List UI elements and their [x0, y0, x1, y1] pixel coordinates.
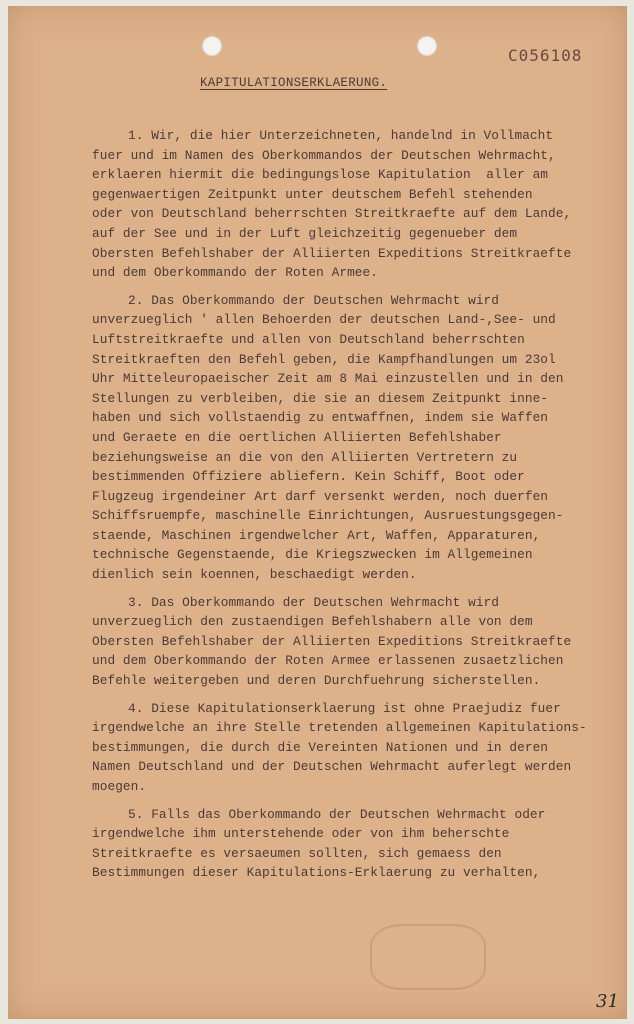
document-body — [92, 126, 604, 891]
punch-hole-left — [202, 36, 222, 56]
text-line: bestimmenden Offiziere abliefern. Kein Schiff, Boot oder — [92, 469, 525, 485]
paragraph-5 — [92, 805, 604, 883]
text-line: Streitkraeften den Befehl geben, die Kampfhandlungen um 23ol — [92, 351, 556, 367]
paragraph-1 — [92, 126, 604, 283]
text-line: staende, Maschinen irgendwelcher Art, Waffen, Apparaturen, — [92, 527, 541, 543]
text-line: Luftstreitkraefte und allen von Deutschland beherrschten — [92, 331, 525, 347]
faded-archive-stamp — [370, 924, 486, 990]
text-line: dienlich sein koennen, beschaedigt werden. — [92, 567, 417, 583]
text-line: unverzueglich ' allen Behoerden der deutschen Land-,See- und — [92, 312, 556, 328]
text-line: und Geraete en die oertlichen Alliierten Befehlshaber — [92, 429, 502, 445]
text-line: Streitkraefte es versaeumen sollten, sich gemaess den — [92, 845, 502, 861]
text-line: moegen. — [92, 779, 147, 794]
document-page — [8, 6, 627, 1019]
text-line: auf der See und in der Luft gleichzeitig gegenueber dem — [92, 225, 518, 241]
paragraph-2 — [92, 291, 604, 585]
text-line: Bestimmungen dieser Kapitulations-Erklaerung zu verhalten, — [92, 865, 541, 881]
text-line: irgendwelche an ihre Stelle tretenden allgemeinen Kapitulations- — [92, 720, 587, 736]
text-line: technische Gegenstaende, die Kriegszwecken im Allgemeinen — [92, 547, 533, 563]
text-line: Flugzeug irgendeiner Art darf versenkt werden, noch duerfen — [92, 488, 549, 504]
text-line: Schiffsruempfe, maschinelle Einrichtungen, Ausruestungsgegen- — [92, 508, 564, 524]
text-line: haben und sich vollstaendig zu entwaffnen, indem sie Waffen — [92, 410, 549, 426]
text-line: beziehungsweise an die von den Alliierten Vertretern zu — [92, 449, 518, 465]
text-line: Befehle weitergeben und deren Durchfuehrung sicherstellen. — [92, 673, 541, 689]
text-line: 3. Das Oberkommando der Deutschen Wehrmacht wird — [128, 594, 500, 610]
paragraph-4 — [92, 699, 604, 797]
text-line: und dem Oberkommando der Roten Armee. — [92, 265, 378, 281]
punch-hole-right — [417, 36, 437, 56]
page-number: 31 — [596, 991, 619, 1012]
text-line: irgendwelche ihm unterstehende oder von ihm beherschte — [92, 826, 510, 842]
text-line: Namen Deutschland und der Deutschen Wehrmacht auferlegt werden — [92, 759, 572, 775]
text-line: und dem Oberkommando der Roten Armee erlassenen zusaetzlichen — [92, 653, 564, 669]
text-line: 1. Wir, die hier Unterzeichneten, handelnd in Vollmacht — [128, 128, 554, 143]
text-line: oder von Deutschland beherrschten Streitkraefte auf dem Lande, — [92, 206, 572, 222]
document-title: KAPITULATIONSERKLAERUNG. — [200, 76, 388, 90]
text-line: Obersten Befehlshaber der Alliierten Expeditions Streitkraefte — [92, 633, 572, 649]
text-line: erklaeren hiermit die bedingungslose Kapitulation aller am — [92, 167, 549, 183]
text-line: bestimmungen, die durch die Vereinten Nationen und in deren — [92, 739, 549, 755]
text-line: Uhr Mitteleuropaeischer Zeit am 8 Mai einzustellen und in den — [92, 371, 564, 387]
text-line: fuer und im Namen des Oberkommandos der Deutschen Wehrmacht, — [92, 147, 556, 163]
text-line: 2. Das Oberkommando der Deutschen Wehrmacht wird — [128, 292, 500, 308]
text-line: 5. Falls das Oberkommando der Deutschen Wehrmacht oder — [128, 806, 546, 822]
text-line: Stellungen zu verbleiben, die sie an diesem Zeitpunkt inne- — [92, 390, 549, 406]
text-line: 4. Diese Kapitulationserklaerung ist ohne Praejudiz fuer — [128, 700, 561, 716]
paragraph-3 — [92, 593, 604, 691]
text-line: unverzueglich den zustaendigen Befehlshabern alle von dem — [92, 614, 533, 630]
text-line: Obersten Befehlshaber der Alliierten Expeditions Streitkraefte — [92, 245, 572, 261]
text-line: gegenwaertigen Zeitpunkt unter deutschem Befehl stehenden — [92, 186, 533, 202]
document-number: C056108 — [508, 46, 583, 65]
